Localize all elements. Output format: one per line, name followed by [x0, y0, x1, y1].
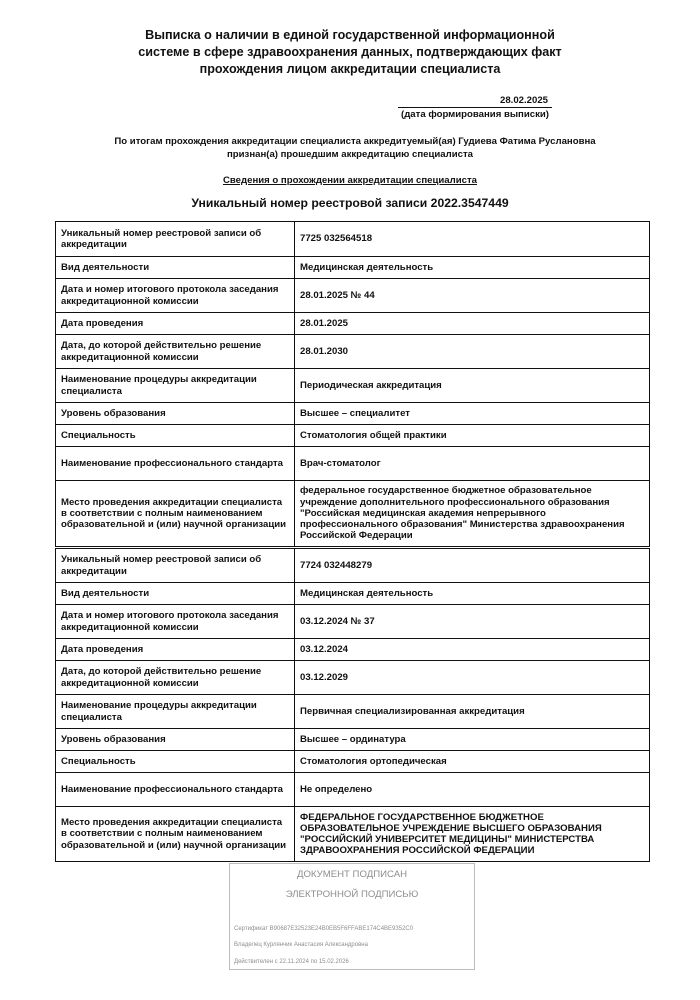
- row-label: Уникальный номер реестровой записи об аккредитации: [56, 222, 295, 257]
- row-value: 28.01.2030: [295, 335, 650, 369]
- intro-line: По итогам прохождения аккредитации специалиста аккредитуемый(ая) Гудиева Фатима Руслановна: [114, 136, 596, 147]
- row-label: Вид деятельности: [56, 257, 295, 279]
- table-row: [56, 773, 650, 807]
- row-label: Наименование процедуры аккредитации специалиста: [56, 369, 295, 403]
- stamp-validity: Действителен с 22.11.2024 по 15.02.2026: [234, 959, 349, 965]
- stamp-certificate: Сертификат B90687E32523E24B0EB5F6FFABE174C4BE9352C0: [234, 926, 414, 932]
- row-value: Медицинская деятельность: [295, 257, 650, 279]
- row-label: Дата, до которой действительно решение аккредитационной комиссии: [56, 661, 295, 695]
- row-value: Не определено: [295, 773, 650, 807]
- table-row: [56, 279, 650, 313]
- stamp-owner: Владелец Курлянчик Анастасия Александровна: [234, 942, 368, 948]
- row-value: 28.01.2025 № 44: [295, 279, 650, 313]
- row-value: 28.01.2025: [295, 313, 650, 335]
- table-row: [56, 661, 650, 695]
- extract-date-block: [398, 95, 552, 121]
- table-row: [56, 695, 650, 729]
- registry-number: Уникальный номер реестровой записи 2022.3547449: [191, 196, 509, 210]
- row-label: Место проведения аккредитации специалиста в соответствии с полным наименованием образовательной и (или) научной организации: [56, 807, 295, 862]
- row-value: Высшее – специалитет: [295, 403, 650, 425]
- table-row: [56, 425, 650, 447]
- row-value: 03.12.2024 № 37: [295, 605, 650, 639]
- table-row: [56, 369, 650, 403]
- row-label: Вид деятельности: [56, 583, 295, 605]
- table-row: [56, 313, 650, 335]
- row-value: ФЕДЕРАЛЬНОЕ ГОСУДАРСТВЕННОЕ БЮДЖЕТНОЕ ОБРАЗОВАТЕЛЬНОЕ УЧРЕЖДЕНИЕ ВЫСШЕГО ОБРАЗОВАНИЯ "РОССИЙСКИЙ УНИВЕРСИТЕТ МЕДИЦИНЫ" МИНИСТЕРСТВА ЗДРАВООХРАНЕНИЯ РОССИЙСКОЙ ФЕДЕРАЦИИ: [295, 807, 650, 862]
- row-label: Наименование профессионального стандарта: [56, 447, 295, 481]
- row-label: Место проведения аккредитации специалиста в соответствии с полным наименованием образовательной и (или) научной организации: [56, 481, 295, 547]
- document-title: [0, 27, 700, 78]
- row-value: Стоматология общей практики: [295, 425, 650, 447]
- row-value: Высшее – ординатура: [295, 729, 650, 751]
- stamp-heading-line: ДОКУМЕНТ ПОДПИСАН: [296, 869, 408, 880]
- electronic-signature-stamp: [229, 863, 475, 970]
- row-label: Дата и номер итогового протокола заседания аккредитационной комиссии: [56, 279, 295, 313]
- row-label: Наименование процедуры аккредитации специалиста: [56, 695, 295, 729]
- row-value: федеральное государственное бюджетное образовательное учреждение дополнительного профессионального образования "Российская медицинская академия непрерывного профессионального образования" Министерства здравоохранения Российской Федерации: [295, 481, 650, 547]
- row-label: Дата, до которой действительно решение аккредитационной комиссии: [56, 335, 295, 369]
- title-line: прохождения лицом аккредитации специалиста: [199, 62, 501, 76]
- row-label: Специальность: [56, 751, 295, 773]
- table-row: [56, 481, 650, 547]
- row-value: Первичная специализированная аккредитация: [295, 695, 650, 729]
- table-row: [56, 807, 650, 862]
- stamp-heading-line: ЭЛЕКТРОННОЙ ПОДПИСЬЮ: [285, 889, 419, 900]
- row-label: Уникальный номер реестровой записи об аккредитации: [56, 549, 295, 583]
- table-row: [56, 605, 650, 639]
- accreditation-table-1: [55, 221, 650, 547]
- extract-date: 28.02.2025: [499, 95, 548, 106]
- intro-statement: [0, 135, 700, 161]
- table-row: [56, 583, 650, 605]
- row-value: 03.12.2024: [295, 639, 650, 661]
- extract-date-caption: (дата формирования выписки): [401, 109, 549, 120]
- table-row: [56, 447, 650, 481]
- accreditation-table-2: [55, 548, 650, 862]
- table-row: [56, 335, 650, 369]
- title-line: системе в сфере здравоохранения данных, подтверждающих факт: [138, 45, 562, 59]
- table-row: [56, 751, 650, 773]
- row-label: Уровень образования: [56, 403, 295, 425]
- intro-line: признан(а) прошедшим аккредитацию специалиста: [227, 149, 473, 160]
- table-row: [56, 549, 650, 583]
- table-row: [56, 403, 650, 425]
- row-label: Специальность: [56, 425, 295, 447]
- table-row: [56, 639, 650, 661]
- row-value: 03.12.2029: [295, 661, 650, 695]
- row-label: Наименование профессионального стандарта: [56, 773, 295, 807]
- section-title: Сведения о прохождении аккредитации специалиста: [222, 175, 477, 186]
- row-label: Дата проведения: [56, 639, 295, 661]
- table-row: [56, 729, 650, 751]
- row-label: Дата и номер итогового протокола заседания аккредитационной комиссии: [56, 605, 295, 639]
- row-value: 7725 032564518: [295, 222, 650, 257]
- row-value: 7724 032448279: [295, 549, 650, 583]
- row-value: Стоматология ортопедическая: [295, 751, 650, 773]
- row-value: Врач-стоматолог: [295, 447, 650, 481]
- table-row: [56, 222, 650, 257]
- row-label: Дата проведения: [56, 313, 295, 335]
- table-row: [56, 257, 650, 279]
- row-value: Медицинская деятельность: [295, 583, 650, 605]
- row-value: Периодическая аккредитация: [295, 369, 650, 403]
- title-line: Выписка о наличии в единой государственной информационной: [145, 28, 555, 42]
- row-label: Уровень образования: [56, 729, 295, 751]
